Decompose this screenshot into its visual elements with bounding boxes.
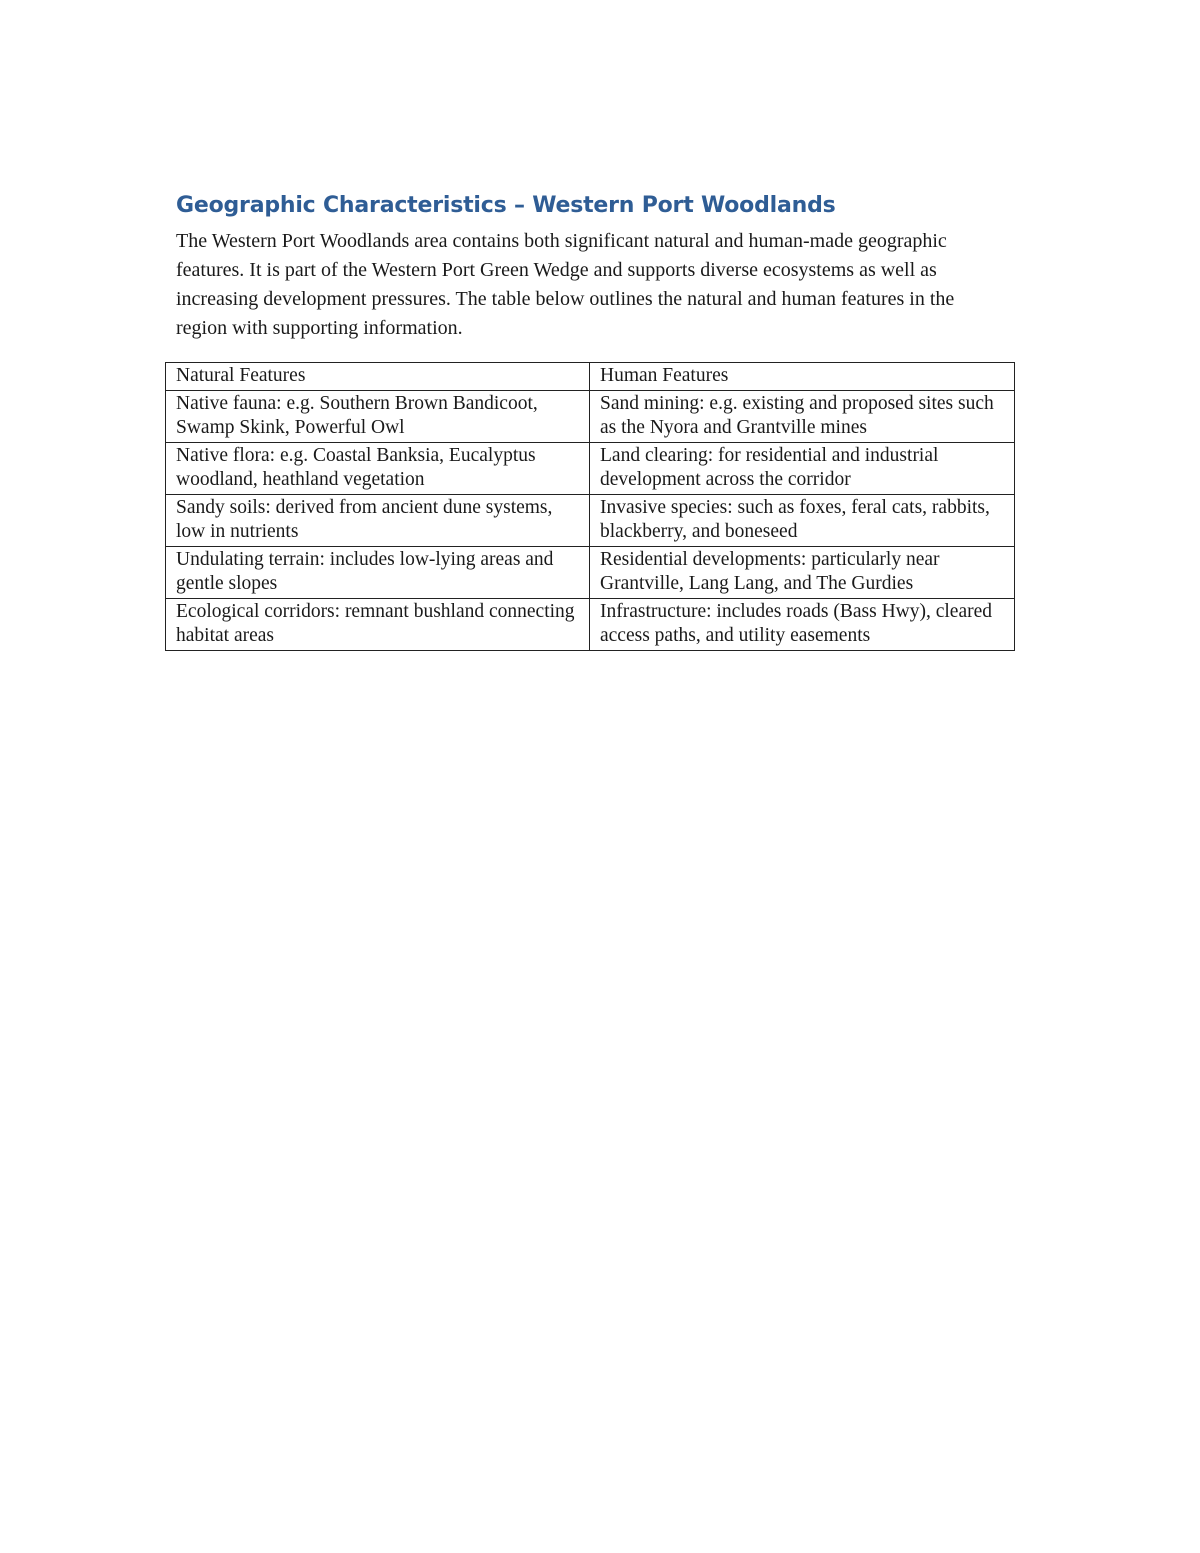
natural-feature-cell: Sandy soils: derived from ancient dune systems, low in nutrients — [166, 494, 590, 546]
human-feature-cell: Sand mining: e.g. existing and proposed sites such as the Nyora and Grantville mines — [590, 390, 1015, 442]
natural-feature-cell: Ecological corridors: remnant bushland connecting habitat areas — [166, 598, 590, 650]
table-row — [166, 442, 1015, 494]
features-table — [165, 362, 1015, 651]
table-row — [166, 494, 1015, 546]
human-features-header: Human Features — [590, 363, 1015, 391]
natural-features-header: Natural Features — [166, 363, 590, 391]
table-row — [166, 546, 1015, 598]
natural-feature-cell: Undulating terrain: includes low-lying areas and gentle slopes — [166, 546, 590, 598]
table-row — [166, 390, 1015, 442]
natural-feature-cell: Native flora: e.g. Coastal Banksia, Eucalyptus woodland, heathland vegetation — [166, 442, 590, 494]
human-feature-cell: Infrastructure: includes roads (Bass Hwy), cleared access paths, and utility easements — [590, 598, 1015, 650]
intro-paragraph: The Western Port Woodlands area contains both significant natural and human-made geographic features. It is part of the Western Port Green Wedge and supports diverse ecosystems as well as increasing development pressures. The table below outlines the natural and human features in the region with supporting information. — [176, 230, 955, 339]
human-feature-cell: Invasive species: such as foxes, feral cats, rabbits, blackberry, and boneseed — [590, 494, 1015, 546]
table-row — [166, 598, 1015, 650]
human-feature-cell: Land clearing: for residential and industrial development across the corridor — [590, 442, 1015, 494]
table-header-row — [166, 363, 1015, 391]
human-feature-cell: Residential developments: particularly near Grantville, Lang Lang, and The Gurdies — [590, 546, 1015, 598]
page-heading: Geographic Characteristics – Western Port Woodlands — [176, 193, 836, 218]
natural-feature-cell: Native fauna: e.g. Southern Brown Bandicoot, Swamp Skink, Powerful Owl — [166, 390, 590, 442]
